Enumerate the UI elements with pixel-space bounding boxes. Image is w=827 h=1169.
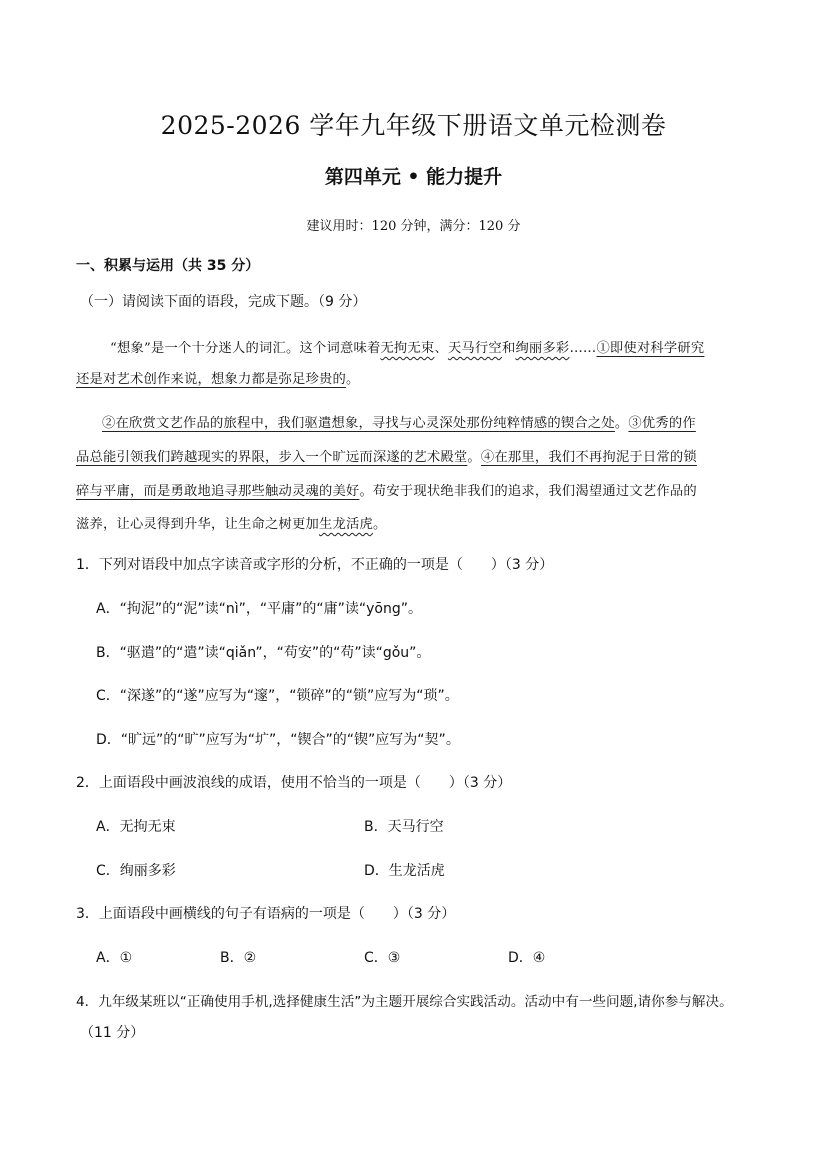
passage-line: “想象”是一个十分迷人的词汇。这个词意味着无拘无束、天马行空和绚丽多彩……①即使对科学研究	[110, 341, 705, 356]
question-2-stem: 2．上面语段中画波浪线的成语，使用不恰当的一项是（ ）（3 分）	[76, 775, 512, 791]
q1-option-d: D．“旷远”的“旷”应写为“圹”，“锲合”的“锲”应写为“契”。	[96, 732, 460, 748]
q3-option-c: C．③	[364, 950, 401, 966]
q1-option-c: C．“深遂”的“遂”应写为“邃”，“锁碎”的“锁”应写为“琐”。	[96, 688, 459, 704]
q2-option-d: D．生龙活虎	[364, 863, 445, 879]
underlined-sentence: ①即使对科学研究	[596, 341, 705, 356]
q3-option-d: D．④	[508, 950, 546, 966]
passage-intro: （一）请阅读下面的语段，完成下题。（9 分）	[80, 294, 367, 310]
wavy-idiom: 无拘无束	[380, 341, 435, 356]
unit-subtitle: 第四单元 • 能力提升	[324, 166, 503, 188]
question-4-score: （11 分）	[80, 1025, 145, 1041]
question-4-stem: 4．九年级某班以“正确使用手机,选择健康生活”为主题开展综合实践活动。活动中有一些问题,请你参与解决。	[76, 994, 733, 1010]
q1-option-b: B．“驱遣”的“遣”读“qiǎn”，“苟安”的“苟”读“gǒu”。	[96, 645, 431, 661]
page-title: 2025-2026 学年九年级下册语文单元检测卷	[160, 111, 667, 140]
passage-line: 还是对艺术创作来说，想象力都是弥足珍贵的。	[76, 372, 360, 387]
wavy-idiom: 天马行空	[447, 341, 502, 356]
passage-line: 品总能引领我们跨越现实的界限，步入一个旷远而深遂的艺术殿堂。④在那里，我们不再拘泥于日常的锁	[76, 450, 697, 465]
passage-line: ②在欣赏文艺作品的旅程中，我们驱遣想象，寻找与心灵深处那份纯粹情感的锲合之处。③优秀的作	[102, 416, 696, 431]
q2-option-a: A．无拘无束	[96, 819, 176, 835]
wavy-idiom: 绚丽多彩	[515, 341, 570, 356]
underlined-sentence: ④在那里，我们不再拘泥于日常的锁	[480, 450, 697, 465]
underlined-sentence: ③优秀的作	[628, 416, 696, 431]
q1-option-a: A．“拘泥”的“泥”读“nì”，“平庸”的“庸”读“yōng”。	[96, 601, 422, 617]
q3-option-a: A．①	[96, 950, 133, 966]
passage-line: 滋养，让心灵得到升华，让生命之树更加生龙活虎。	[76, 517, 387, 532]
underlined-sentence: 品总能引领我们跨越现实的界限，步入一个旷远而深遂的艺术殿堂	[76, 450, 468, 465]
wavy-idiom: 生龙活虎	[318, 517, 373, 532]
underlined-sentence: 还是对艺术创作来说，想象力都是弥足珍贵的	[76, 372, 346, 387]
question-1-stem: 1．下列对语段中加点字读音或字形的分析，不正确的一项是（ ）（3 分）	[76, 557, 554, 573]
question-3-stem: 3．上面语段中画横线的句子有语病的一项是（ ）（3 分）	[76, 906, 456, 922]
underlined-sentence: ②在欣赏文艺作品的旅程中，我们驱遣想象，寻找与心灵深处那份纯粹情感的锲合之处	[102, 416, 615, 431]
q2-option-b: B．天马行空	[364, 819, 444, 835]
q2-option-c: C．绚丽多彩	[96, 863, 176, 879]
q3-option-b: B．②	[220, 950, 257, 966]
time-score-info: 建议用时：120 分钟，满分：120 分	[306, 219, 521, 234]
section-heading: 一、积累与运用（共 35 分）	[76, 258, 260, 274]
underlined-sentence: 碎与平庸，而是勇敢地追寻那些触动灵魂的美好	[76, 484, 360, 499]
passage-line: 碎与平庸，而是勇敢地追寻那些触动灵魂的美好。苟安于现状绝非我们的追求，我们渴望通过文艺作品的	[76, 484, 697, 499]
